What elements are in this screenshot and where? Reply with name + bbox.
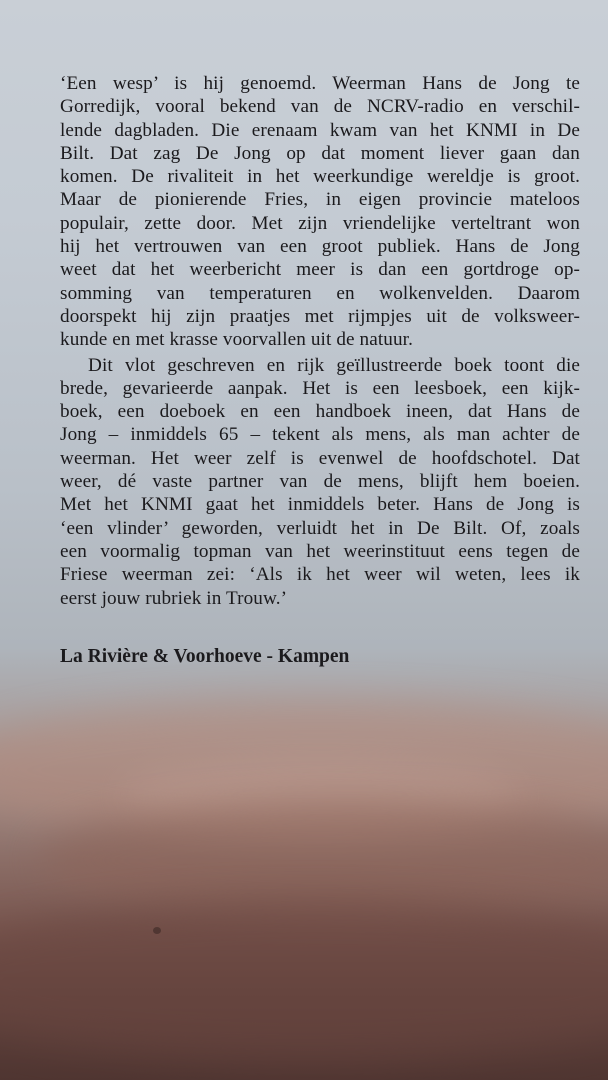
blurb-line: somming van temperaturen en wolkenvelden. Daarom <box>60 282 580 304</box>
blurb-line: Maar de pionierende Fries, in eigen provincie mateloos <box>60 189 580 211</box>
blurb-line: ‘een vlinder’ geworden, verluidt het in De Bilt. Of, zoals <box>60 517 580 539</box>
blurb-line: populair, zette door. Met zijn vriendelijke verteltrant won <box>60 212 580 234</box>
blurb-line: kunde en met krasse voorvallen uit de natuur. <box>60 329 413 351</box>
blurb-line: ‘Een wesp’ is hij genoemd. Weerman Hans de Jong te <box>60 73 580 94</box>
blurb-line: komen. De rivaliteit in het weerkundige wereldje is groot. <box>60 166 580 188</box>
cover-speck <box>153 927 161 934</box>
blurb-line: weerman. Het weer zelf is evenwel de hoofdschotel. Dat <box>60 447 580 469</box>
blurb-line: hij het vertrouwen van een groot publiek. Hans de Jong <box>60 236 580 258</box>
publisher-imprint: La Rivière & Voorhoeve - Kampen <box>60 646 350 667</box>
blurb-line: Friese weerman zei: ‘Als ik het weer wil weten, lees ik <box>60 564 580 586</box>
blurb-line: boek, een doeboek en een handboek ineen, dat Hans de <box>60 401 580 423</box>
blurb-line: eerst jouw rubriek in Trouw.’ <box>60 587 288 609</box>
blurb-line: Jong – inmiddels 65 – tekent als mens, als man achter de <box>60 424 580 446</box>
blurb-line: Met het KNMI gaat het inmiddels beter. Hans de Jong is <box>60 494 580 516</box>
blurb-line: doorspekt hij zijn praatjes met rijmpjes uit de volksweer- <box>60 305 580 327</box>
blurb-line: brede, gevarieerde aanpak. Het is een leesboek, een kijk- <box>60 377 580 399</box>
blurb-line: een voormalig topman van het weerinstituut eens tegen de <box>60 540 580 562</box>
blurb-paragraph-1 <box>60 72 580 352</box>
blurb-line: lende dagbladen. Die erenaam kwam van het KNMI in De <box>60 119 580 141</box>
blurb-line: Gorredijk, vooral bekend van de NCRV-radio en verschil- <box>60 96 580 118</box>
blurb-text <box>60 72 580 610</box>
blurb-paragraph-2 <box>60 354 580 610</box>
blurb-line: weer, dé vaste partner van de mens, blijft hem boeien. <box>60 471 580 493</box>
sunset-cloud <box>0 900 608 1060</box>
blurb-line: Bilt. Dat zag De Jong op dat moment liever gaan dan <box>60 142 580 164</box>
blurb-line: Dit vlot geschreven en rijk geïllustreerde boek toont die <box>88 354 580 376</box>
blurb-line: weet dat het weerbericht meer is dan een gortdroge op- <box>60 259 580 281</box>
